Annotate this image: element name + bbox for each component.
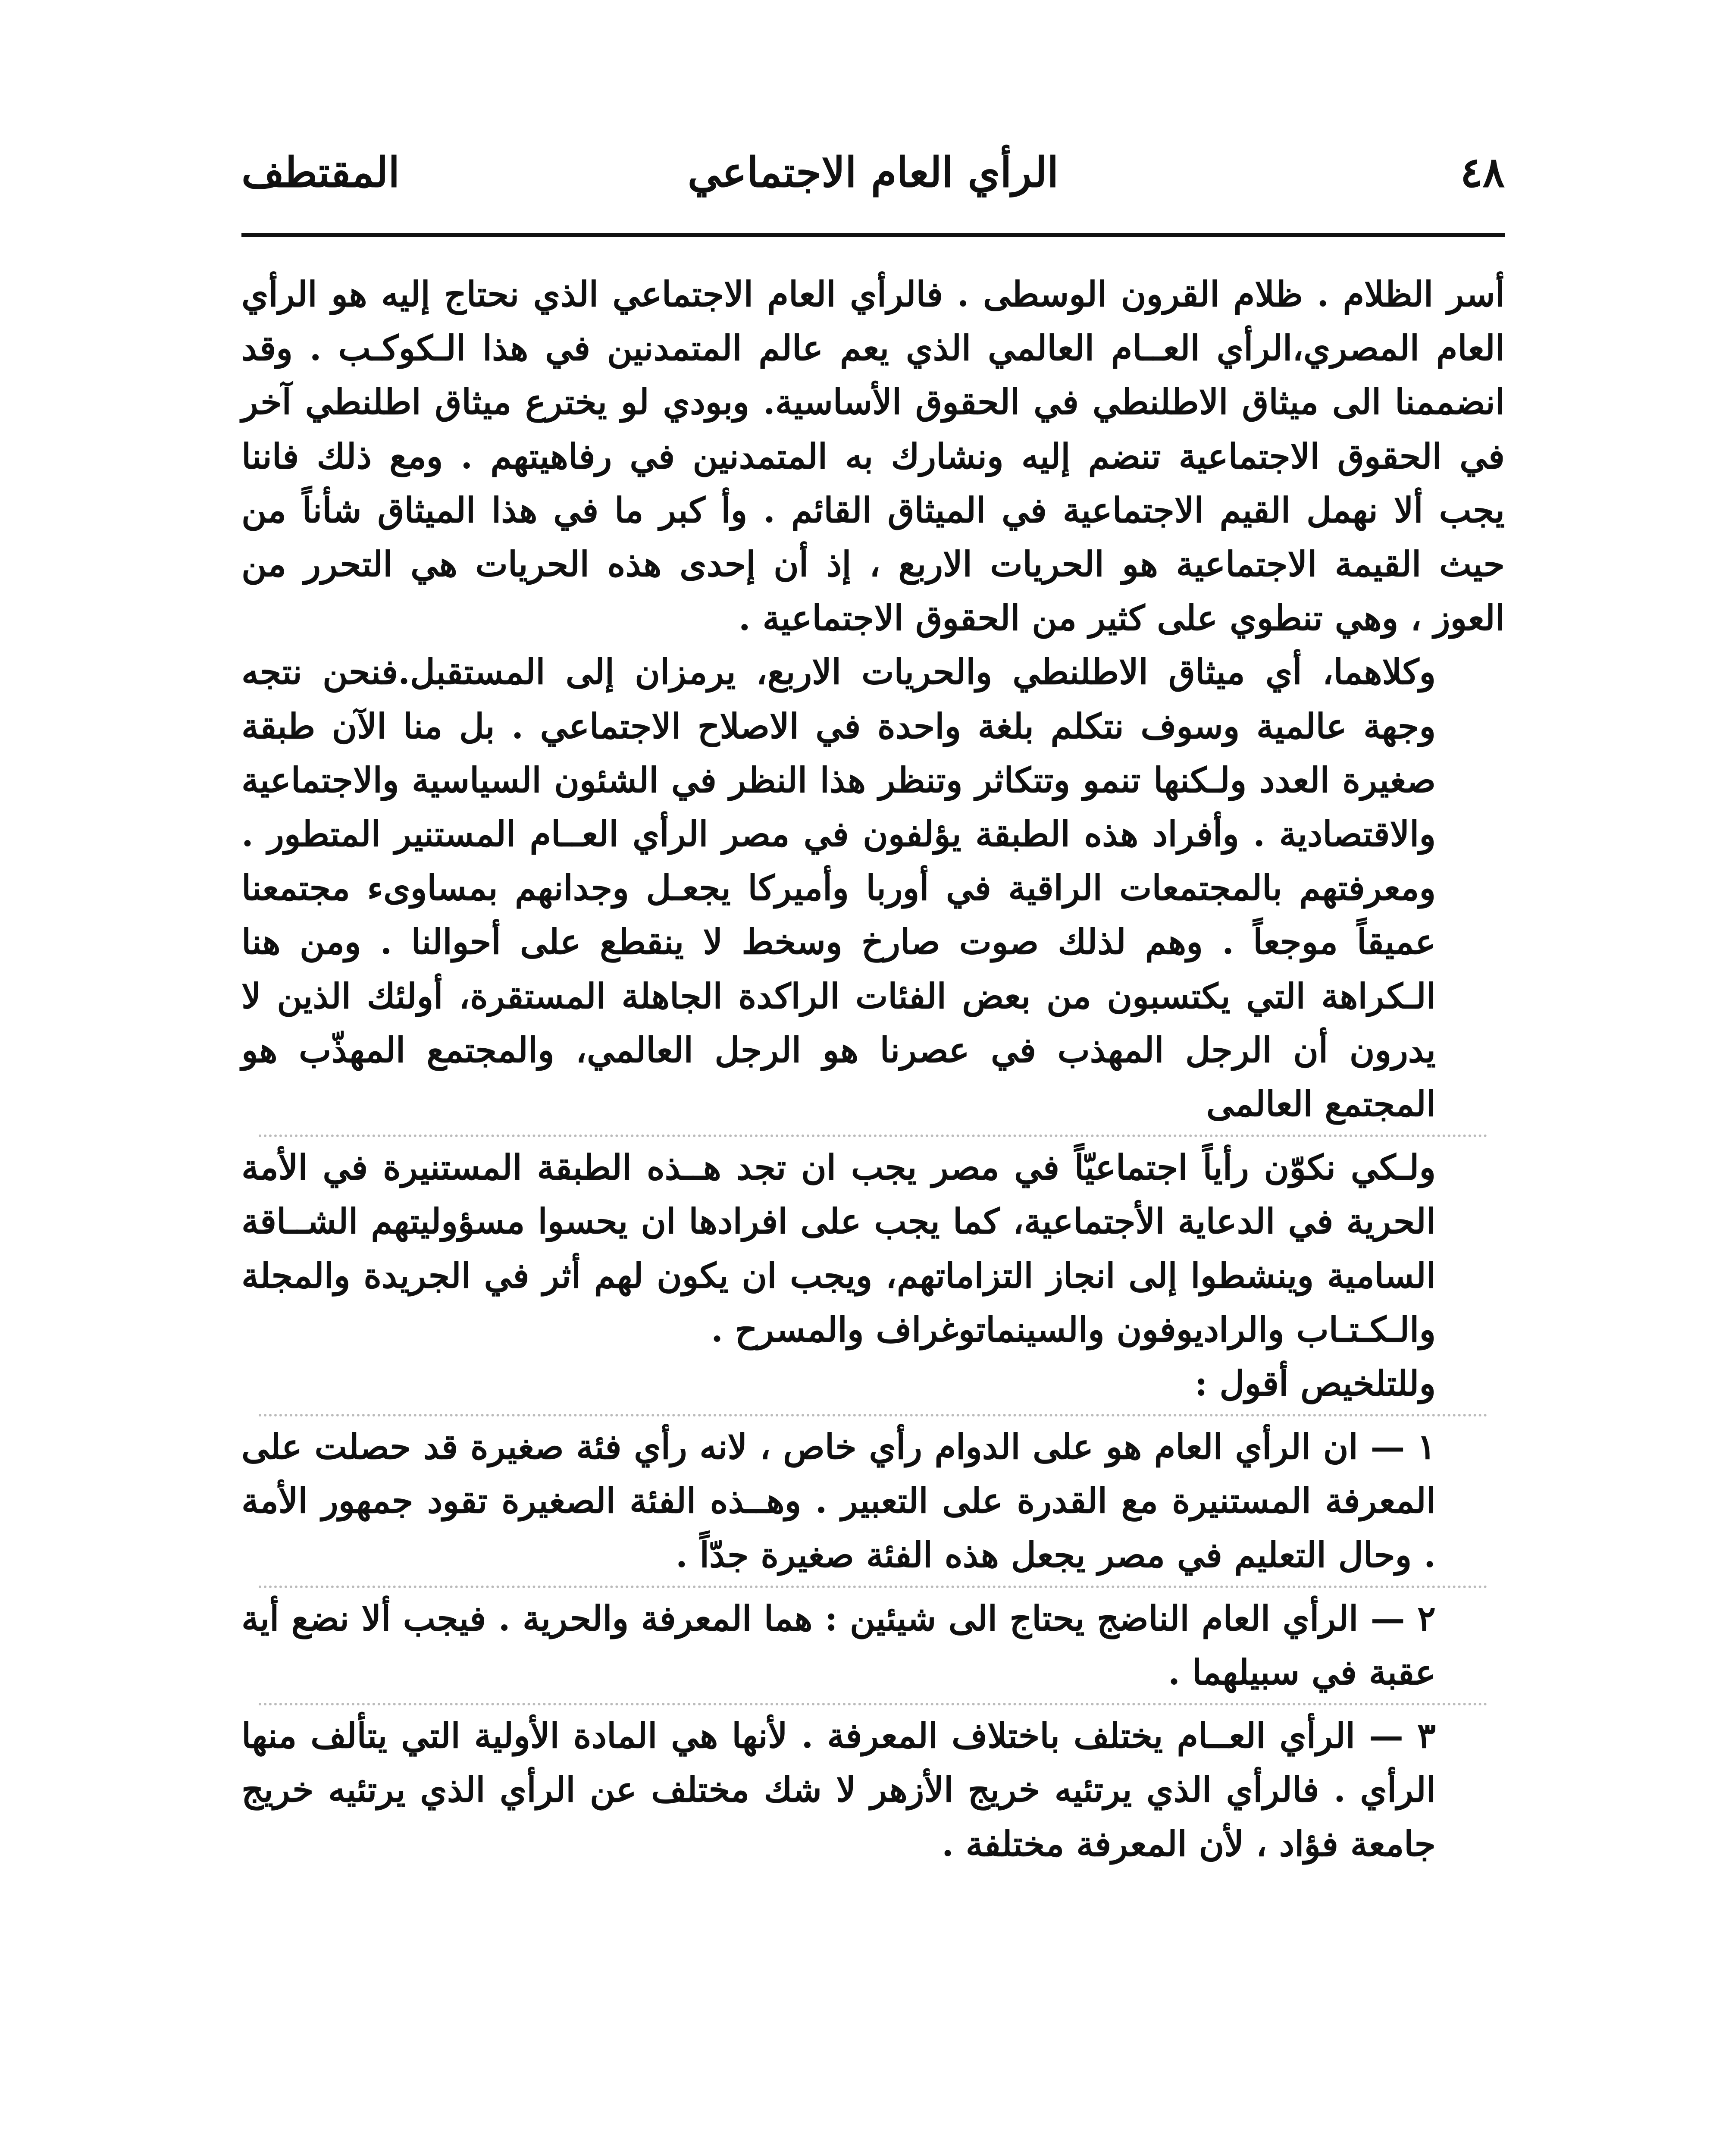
paragraph-2: وكلاهما، أي ميثاق الاطلنطي والحريات الاربع، يرمزان إلى المستقبل.فنحن نتجه وجهة عالمية وسوف نتكلم بلغة واحدة في الاصلاح الاجتماعي . بل منا الآن طبقة صغيرة العدد ولـكنها تنمو وتتكاثر وتنظر هذا النظر في الشئون السياسية والاجتماعية والاقتصادية . وأفراد هذه الطبقة يؤلفون في مصر الرأي العــام المستنير المتطور . ومعرفتهم بالمجتمعات الراقية في أوربا وأميركا يجعـل وجدانهم بمساوىء مجتمعنا عميقاً موجعاً . وهم لذلك صوت صارخ وسخط لا ينقطع على أحوالنا . ومن هنا الـكراهة التي يكتسبون من بعض الفئات الراكدة الجاهلة المستقرة، أولئك الذين لا يدرون أن الرجل المهذب في عصرنا هو الرجل العالمي، والمجتمع المهذّب هو المجتمع العالمى [241,652,1436,1125]
page-number: ٤٨ [1460,148,1505,197]
header-rule [241,233,1505,237]
paragraph-divider [259,1703,1488,1705]
article-body [241,267,1505,1871]
journal-name: المقتطف [241,148,400,197]
paragraph-divider [259,1414,1488,1416]
paragraph-1: أسر الظلام . ظلام القرون الوسطى . فالرأي العام الاجتماعي الذي نحتاج إليه هو الرأي العام المصري،الرأي العــام العالمي الذي يعم عالم المتمدنين في هذا الـكوكـب . وقد انضممنا الى ميثاق الاطلنطي في الحقوق الأساسية. وبودي لو يخترع ميثاق اطلنطي آخر في الحقوق الاجتماعية تنضم إليه ونشارك به المتمدنين في رفاهيتهم . ومع ذلك فاننا يجب ألا نهمل القيم الاجتماعية في الميثاق القائم . وأ كبر ما في هذا الميثاق شأناً من حيث القيمة الاجتماعية هو الحريات الاربع ، إذ أن إحدى هذه الحريات هي التحرر من العوز ، وهي تنطوي على كثير من الحقوق الاجتماعية . [241,274,1505,639]
numbered-point-3: ٣ — الرأي العــام يختلف باختلاف المعرفة . لأنها هي المادة الأولية التي يتألف منها الرأي . فالرأي الذي يرتئيه خريج الأزهر لا شك مختلف عن الرأي الذي يرتئيه خريج جامعة فؤاد ، لأن المعرفة مختلفة . [241,1715,1436,1864]
paragraph-4: وللتلخيص أقول : [1194,1363,1436,1404]
paragraph-divider [259,1134,1488,1137]
numbered-point-1: ١ — ان الرأي العام هو على الدوام رأي خاص ، لانه رأي فئة صغيرة قد حصلت على المعرفة المستنيرة مع القدرة على التعبير . وهــذه الفئة الصغيرة تقود جمهور الأمة . وحال التعليم في مصر يجعل هذه الفئة صغيرة جدّاً . [241,1426,1436,1575]
running-header [241,142,1505,216]
numbered-point-2: ٢ — الرأي العام الناضج يحتاج الى شيئين : هما المعرفة والحرية . فيجب ألا نضع أية عقبة في سبيلهما . [241,1598,1436,1693]
article-title: الرأي العام الاجتماعي [687,148,1059,197]
paragraph-3: ولـكي نكوّن رأياً اجتماعيّاً في مصر يجب ان تجد هــذه الطبقة المستنيرة في الأمة الحرية في الدعاية الأجتماعية، كما يجب على افرادها ان يحسوا مسؤوليتهم الشــاقة السامية وينشطوا إلى انجاز التزاماتهم، ويجب ان يكون لهم أثر في الجريدة والمجلة والـكـتـاب والراديوفون والسينماتوغراف والمسرح . [241,1147,1436,1350]
paragraph-divider [259,1586,1488,1588]
